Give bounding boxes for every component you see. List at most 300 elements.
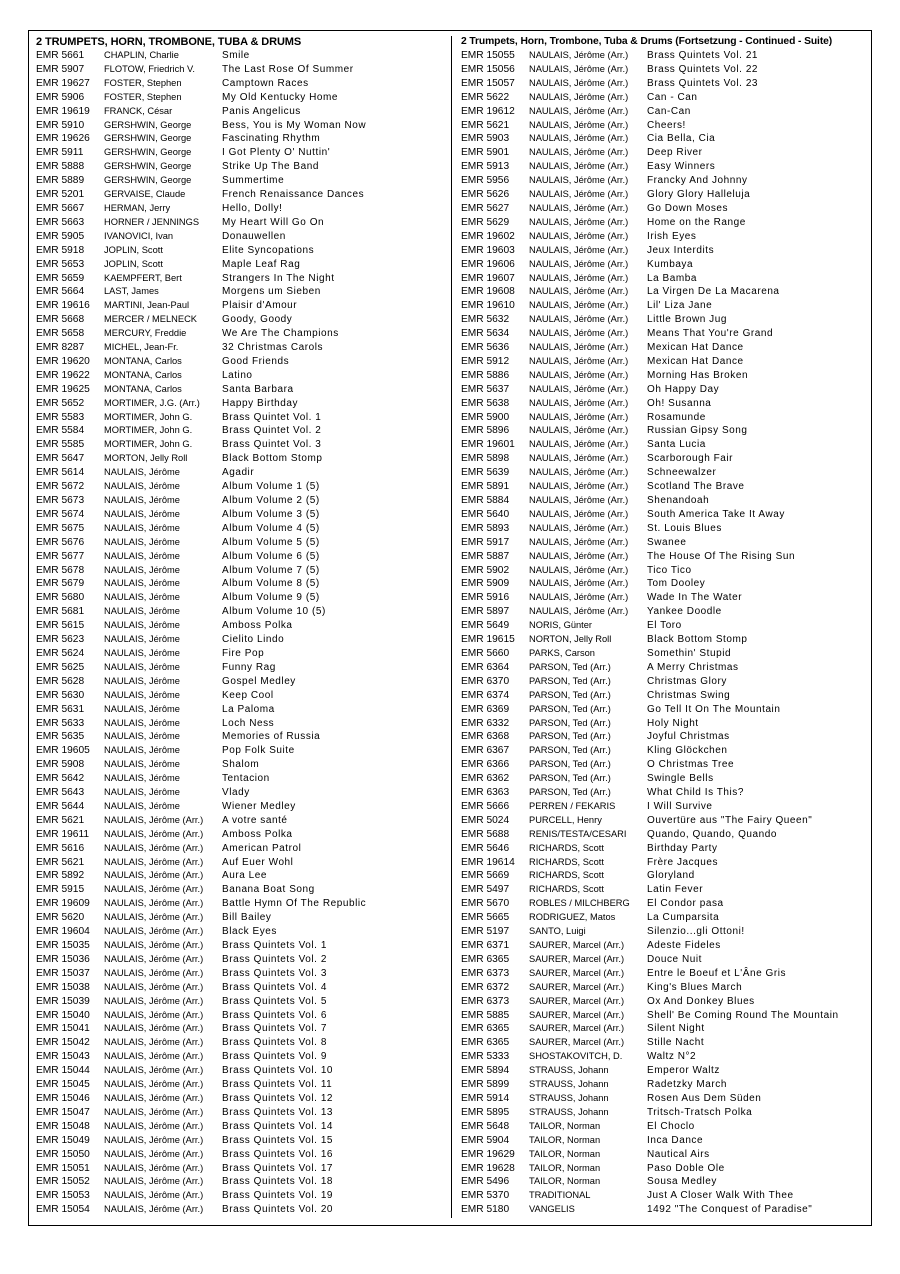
piece-title: Strangers In The Night bbox=[222, 272, 335, 284]
composer-name: PERREN / FEKARIS bbox=[529, 800, 616, 811]
catalog-row bbox=[461, 744, 869, 758]
composer-name: NAULAIS, Jérôme (Arr.) bbox=[104, 1190, 204, 1201]
catalog-number: EMR 5370 bbox=[461, 1190, 510, 1202]
composer-name: PARSON, Ted (Arr.) bbox=[529, 675, 611, 686]
piece-title: A Merry Christmas bbox=[647, 661, 739, 673]
composer-name: NAULAIS, Jérôme bbox=[104, 606, 180, 617]
piece-title: Hello, Dolly! bbox=[222, 202, 283, 214]
catalog-row bbox=[461, 647, 869, 661]
catalog-number: EMR 6363 bbox=[461, 787, 510, 799]
composer-name: NAULAIS, Jérôme (Arr.) bbox=[104, 884, 204, 895]
composer-name: NAULAIS, Jérôme bbox=[104, 495, 180, 505]
catalog-number: EMR 5905 bbox=[36, 230, 85, 242]
composer-name: MORTIMER, J.G. (Arr.) bbox=[104, 397, 200, 408]
piece-title: O Christmas Tree bbox=[647, 759, 735, 771]
catalog-number: EMR 15054 bbox=[36, 1204, 90, 1216]
catalog-number: EMR 5893 bbox=[461, 522, 510, 534]
composer-name: NAULAIS, Jérôme (Arr.) bbox=[529, 397, 629, 408]
catalog-row bbox=[36, 216, 446, 230]
catalog-number: EMR 5886 bbox=[461, 369, 510, 381]
catalog-number: EMR 5649 bbox=[461, 620, 510, 632]
catalog-row bbox=[36, 1134, 446, 1148]
piece-title: Little Brown Jug bbox=[647, 314, 727, 326]
piece-title: I Will Survive bbox=[647, 800, 713, 812]
catalog-row bbox=[461, 258, 869, 272]
catalog-number: EMR 6365 bbox=[461, 953, 510, 965]
catalog-row bbox=[36, 744, 446, 758]
piece-title: Happy Birthday bbox=[222, 397, 299, 409]
catalog-row bbox=[36, 591, 446, 605]
piece-title: What Child Is This? bbox=[647, 787, 744, 799]
piece-title: Wiener Medley bbox=[222, 800, 296, 812]
catalog-row bbox=[36, 772, 446, 786]
composer-name: NAULAIS, Jérôme bbox=[104, 592, 180, 603]
piece-title: El Condor pasa bbox=[647, 898, 724, 910]
catalog-number: EMR 5658 bbox=[36, 328, 85, 340]
catalog-number: EMR 5894 bbox=[461, 1065, 510, 1077]
composer-name: NAULAIS, Jérôme (Arr.) bbox=[104, 1106, 204, 1117]
catalog-row bbox=[461, 1162, 869, 1176]
catalog-number: EMR 5625 bbox=[36, 661, 85, 673]
composer-name: PARSON, Ted (Arr.) bbox=[529, 759, 611, 770]
piece-title: Brass Quintets Vol. 16 bbox=[222, 1148, 334, 1160]
catalog-number: EMR 5907 bbox=[36, 63, 85, 75]
catalog-row bbox=[36, 77, 446, 91]
catalog-number: EMR 5679 bbox=[36, 578, 85, 590]
catalog-row bbox=[36, 939, 446, 953]
composer-name: NAULAIS, Jérôme (Arr.) bbox=[104, 1023, 204, 1034]
catalog-number: EMR 5672 bbox=[36, 481, 85, 493]
piece-title: Latin Fever bbox=[647, 884, 704, 896]
composer-name: MERCER / MELNECK bbox=[104, 314, 197, 325]
composer-name: PARSON, Ted (Arr.) bbox=[529, 773, 611, 784]
piece-title: Tritsch-Tratsch Polka bbox=[647, 1106, 753, 1118]
piece-title: Brass Quintets Vol. 20 bbox=[222, 1204, 334, 1216]
left-column bbox=[36, 35, 446, 1217]
piece-title: Good Friends bbox=[222, 355, 290, 367]
catalog-row bbox=[36, 814, 446, 828]
catalog-number: EMR 15038 bbox=[36, 981, 90, 993]
catalog-number: EMR 5688 bbox=[461, 828, 510, 840]
piece-title: Somethin' Stupid bbox=[647, 647, 732, 659]
catalog-number: EMR 15036 bbox=[36, 953, 90, 965]
catalog-row bbox=[36, 383, 446, 397]
composer-name: NAULAIS, Jérôme bbox=[104, 578, 180, 589]
composer-name: RICHARDS, Scott bbox=[529, 856, 604, 867]
piece-title: Brass Quintets Vol. 5 bbox=[222, 995, 327, 1007]
catalog-number: EMR 5648 bbox=[461, 1120, 510, 1132]
composer-name: TAILOR, Norman bbox=[529, 1148, 601, 1159]
piece-title: Morgens um Sieben bbox=[222, 286, 321, 298]
composer-name: SAURER, Marcel (Arr.) bbox=[529, 1023, 625, 1034]
catalog-number: EMR 5614 bbox=[36, 467, 85, 479]
catalog-row bbox=[36, 1175, 446, 1189]
catalog-row bbox=[36, 244, 446, 258]
catalog-row bbox=[36, 146, 446, 160]
catalog-row bbox=[461, 522, 869, 536]
catalog-number: EMR 5902 bbox=[461, 564, 510, 576]
catalog-number: EMR 5916 bbox=[461, 592, 510, 604]
catalog-number: EMR 19606 bbox=[461, 258, 515, 270]
composer-name: NAULAIS, Jérôme (Arr.) bbox=[529, 314, 629, 325]
catalog-row bbox=[461, 1120, 869, 1134]
piece-title: Wade In The Water bbox=[647, 592, 743, 604]
catalog-number: EMR 5888 bbox=[36, 161, 85, 173]
piece-title: Rosamunde bbox=[647, 411, 706, 423]
composer-name: PARSON, Ted (Arr.) bbox=[529, 731, 611, 742]
right-column bbox=[461, 35, 869, 1217]
composer-name: SHOSTAKOVITCH, D. bbox=[529, 1051, 623, 1062]
piece-title: Joyful Christmas bbox=[647, 731, 730, 743]
piece-title: Fire Pop bbox=[222, 647, 265, 659]
catalog-number: EMR 8287 bbox=[36, 342, 85, 354]
composer-name: NAULAIS, Jérôme (Arr.) bbox=[104, 856, 204, 867]
composer-name: NAULAIS, Jérôme (Arr.) bbox=[529, 495, 629, 505]
piece-title: Battle Hymn Of The Republic bbox=[222, 898, 367, 910]
catalog-number: EMR 5642 bbox=[36, 773, 85, 785]
catalog-number: EMR 5669 bbox=[461, 870, 510, 882]
composer-name: NAULAIS, Jérôme bbox=[104, 467, 180, 478]
piece-title: Gospel Medley bbox=[222, 675, 296, 687]
composer-name: NAULAIS, Jérôme (Arr.) bbox=[529, 453, 629, 464]
catalog-number: EMR 5626 bbox=[461, 189, 510, 201]
catalog-number: EMR 5668 bbox=[36, 314, 85, 326]
catalog-number: EMR 5681 bbox=[36, 606, 85, 618]
catalog-number: EMR 5652 bbox=[36, 397, 85, 409]
catalog-number: EMR 5885 bbox=[461, 1009, 510, 1021]
catalog-number: EMR 19601 bbox=[461, 439, 515, 451]
composer-name: NAULAIS, Jérôme (Arr.) bbox=[529, 564, 629, 575]
piece-title: Francky And Johnny bbox=[647, 175, 748, 187]
catalog-row bbox=[461, 577, 869, 591]
piece-title: Latino bbox=[222, 369, 253, 381]
catalog-number: EMR 19602 bbox=[461, 230, 515, 242]
catalog-number: EMR 5910 bbox=[36, 119, 85, 131]
catalog-number: EMR 5895 bbox=[461, 1106, 510, 1118]
catalog-row bbox=[461, 1106, 869, 1120]
catalog-row bbox=[461, 995, 869, 1009]
piece-title: Cia Bella, Cia bbox=[647, 133, 716, 145]
catalog-row bbox=[36, 132, 446, 146]
catalog-number: EMR 19612 bbox=[461, 105, 515, 117]
composer-name: NAULAIS, Jérôme (Arr.) bbox=[529, 230, 629, 241]
catalog-row bbox=[36, 605, 446, 619]
composer-name: NAULAIS, Jérôme (Arr.) bbox=[104, 1204, 204, 1215]
piece-title: Brass Quintets Vol. 18 bbox=[222, 1176, 334, 1188]
composer-name: PARSON, Ted (Arr.) bbox=[529, 745, 611, 756]
catalog-row bbox=[461, 883, 869, 897]
catalog-number: EMR 15044 bbox=[36, 1065, 90, 1077]
catalog-number: EMR 15041 bbox=[36, 1023, 90, 1035]
piece-title: La Bamba bbox=[647, 272, 697, 284]
composer-name: SAURER, Marcel (Arr.) bbox=[529, 967, 625, 978]
catalog-row bbox=[36, 355, 446, 369]
catalog-row bbox=[36, 494, 446, 508]
catalog-number: EMR 5675 bbox=[36, 522, 85, 534]
catalog-row bbox=[36, 202, 446, 216]
composer-name: STRAUSS, Johann bbox=[529, 1079, 609, 1090]
catalog-row bbox=[461, 49, 869, 63]
catalog-row bbox=[461, 188, 869, 202]
catalog-number: EMR 5661 bbox=[36, 50, 85, 61]
piece-title: Album Volume 8 (5) bbox=[222, 578, 320, 590]
catalog-number: EMR 5640 bbox=[461, 508, 510, 520]
piece-title: Waltz N°2 bbox=[647, 1051, 697, 1063]
composer-name: NAULAIS, Jérôme (Arr.) bbox=[529, 467, 629, 478]
catalog-row bbox=[461, 1064, 869, 1078]
piece-title: Aura Lee bbox=[222, 870, 267, 882]
composer-name: NAULAIS, Jérôme bbox=[104, 703, 180, 714]
catalog-row bbox=[36, 397, 446, 411]
piece-title: Shell' Be Coming Round The Mountain bbox=[647, 1009, 839, 1021]
piece-title: Douce Nuit bbox=[647, 953, 702, 965]
catalog-row bbox=[36, 550, 446, 564]
composer-name: SAURER, Marcel (Arr.) bbox=[529, 1009, 625, 1020]
catalog-row bbox=[461, 174, 869, 188]
catalog-number: EMR 5623 bbox=[36, 634, 85, 646]
catalog-row bbox=[36, 1148, 446, 1162]
composer-name: NAULAIS, Jérôme bbox=[104, 481, 180, 492]
piece-title: Cheers! bbox=[647, 119, 686, 131]
catalog-number: EMR 5497 bbox=[461, 884, 510, 896]
composer-name: NAULAIS, Jérôme bbox=[104, 759, 180, 770]
composer-name: NAULAIS, Jérôme bbox=[104, 522, 180, 533]
composer-name: FOSTER, Stephen bbox=[104, 77, 182, 88]
catalog-row bbox=[461, 550, 869, 564]
catalog-row bbox=[461, 452, 869, 466]
catalog-row bbox=[36, 897, 446, 911]
catalog-number: EMR 15045 bbox=[36, 1079, 90, 1091]
composer-name: TRADITIONAL bbox=[529, 1190, 591, 1201]
catalog-number: EMR 5585 bbox=[36, 439, 85, 451]
composer-name: NAULAIS, Jérôme (Arr.) bbox=[529, 342, 629, 353]
piece-title: Fascinating Rhythm bbox=[222, 133, 321, 145]
catalog-number: EMR 19620 bbox=[36, 355, 90, 367]
piece-title: Lil' Liza Jane bbox=[647, 300, 713, 312]
composer-name: HERMAN, Jerry bbox=[104, 202, 171, 213]
catalog-number: EMR 5884 bbox=[461, 495, 510, 506]
catalog-number: EMR 5637 bbox=[461, 383, 510, 395]
catalog-row bbox=[461, 480, 869, 494]
piece-title: Amboss Polka bbox=[222, 620, 293, 632]
composer-name: NAULAIS, Jérôme bbox=[104, 536, 180, 547]
catalog-number: EMR 15035 bbox=[36, 940, 90, 951]
catalog-number: EMR 19628 bbox=[461, 1162, 515, 1174]
catalog-row bbox=[461, 925, 869, 939]
composer-name: NAULAIS, Jérôme bbox=[104, 745, 180, 756]
piece-title: Album Volume 5 (5) bbox=[222, 536, 320, 548]
composer-name: NAULAIS, Jérôme bbox=[104, 550, 180, 561]
piece-title: Scotland The Brave bbox=[647, 481, 745, 493]
piece-title: Quando, Quando, Quando bbox=[647, 828, 777, 840]
catalog-row bbox=[461, 856, 869, 870]
catalog-number: EMR 5616 bbox=[36, 842, 85, 854]
piece-title: Shalom bbox=[222, 759, 260, 771]
catalog-row bbox=[461, 911, 869, 925]
catalog-row bbox=[36, 981, 446, 995]
catalog-number: EMR 15039 bbox=[36, 995, 90, 1007]
piece-title: Brass Quintets Vol. 11 bbox=[222, 1079, 333, 1091]
catalog-number: EMR 15043 bbox=[36, 1051, 90, 1063]
piece-title: Holy Night bbox=[647, 717, 699, 729]
piece-title: Rosen Aus Dem Süden bbox=[647, 1092, 762, 1104]
piece-title: Oh Happy Day bbox=[647, 383, 720, 395]
piece-title: Funny Rag bbox=[222, 661, 276, 673]
catalog-row bbox=[36, 856, 446, 870]
catalog-row bbox=[36, 675, 446, 689]
composer-name: NAULAIS, Jérôme (Arr.) bbox=[529, 508, 629, 519]
composer-name: PARSON, Ted (Arr.) bbox=[529, 703, 611, 714]
composer-name: NAULAIS, Jérôme bbox=[104, 620, 180, 631]
composer-name: STRAUSS, Johann bbox=[529, 1106, 609, 1117]
section-heading-continued: 2 Trumpets, Horn, Trombone, Tuba & Drums (Fortsetzung - Continued - Suite) bbox=[461, 36, 833, 47]
catalog-row bbox=[461, 119, 869, 133]
catalog-number: EMR 6373 bbox=[461, 967, 510, 979]
piece-title: Tico Tico bbox=[647, 564, 692, 576]
catalog-number: EMR 5630 bbox=[36, 689, 85, 701]
piece-title: Radetzky March bbox=[647, 1079, 727, 1091]
composer-name: NAULAIS, Jérôme bbox=[104, 564, 180, 575]
piece-title: Yankee Doodle bbox=[647, 606, 722, 618]
catalog-number: EMR 19605 bbox=[36, 745, 90, 757]
composer-name: NAULAIS, Jérôme (Arr.) bbox=[104, 1051, 204, 1062]
catalog-number: EMR 5673 bbox=[36, 495, 85, 506]
composer-name: NAULAIS, Jérôme (Arr.) bbox=[529, 175, 629, 186]
composer-name: SAURER, Marcel (Arr.) bbox=[529, 1037, 625, 1048]
piece-title: Ouvertüre aus "The Fairy Queen" bbox=[647, 814, 813, 826]
catalog-number: EMR 15052 bbox=[36, 1176, 90, 1188]
piece-title: Nautical Airs bbox=[647, 1148, 710, 1160]
catalog-number: EMR 15051 bbox=[36, 1162, 90, 1174]
catalog-number: EMR 19614 bbox=[461, 856, 515, 868]
piece-title: Maple Leaf Rag bbox=[222, 258, 301, 270]
catalog-row bbox=[36, 633, 446, 647]
catalog-number: EMR 6365 bbox=[461, 1023, 510, 1035]
composer-name: TAILOR, Norman bbox=[529, 1162, 601, 1173]
catalog-number: EMR 15057 bbox=[461, 77, 515, 89]
catalog-row bbox=[36, 1120, 446, 1134]
piece-title: Brass Quintets Vol. 22 bbox=[647, 63, 759, 75]
piece-title: 1492 "The Conquest of Paradise" bbox=[647, 1204, 813, 1216]
catalog-row bbox=[461, 842, 869, 856]
composer-name: NAULAIS, Jérôme (Arr.) bbox=[104, 1092, 204, 1103]
catalog-number: EMR 6362 bbox=[461, 773, 510, 785]
catalog-list bbox=[36, 49, 446, 1217]
catalog-row bbox=[461, 689, 869, 703]
catalog-number: EMR 5646 bbox=[461, 842, 510, 854]
piece-title: Emperor Waltz bbox=[647, 1065, 720, 1077]
composer-name: NAULAIS, Jérôme (Arr.) bbox=[104, 1176, 204, 1187]
catalog-row bbox=[461, 327, 869, 341]
catalog-row bbox=[36, 188, 446, 202]
catalog-row bbox=[461, 355, 869, 369]
piece-title: Elite Syncopations bbox=[222, 244, 315, 256]
catalog-number: EMR 5634 bbox=[461, 328, 510, 340]
composer-name: NAULAIS, Jérôme (Arr.) bbox=[529, 202, 629, 213]
catalog-row bbox=[461, 132, 869, 146]
catalog-number: EMR 5666 bbox=[461, 800, 510, 812]
catalog-row bbox=[36, 800, 446, 814]
composer-name: NAULAIS, Jérôme bbox=[104, 731, 180, 742]
composer-name: ROBLES / MILCHBERG bbox=[529, 898, 630, 909]
catalog-number: EMR 5621 bbox=[36, 856, 85, 868]
piece-title: El Toro bbox=[647, 620, 682, 632]
composer-name: JOPLIN, Scott bbox=[104, 258, 163, 269]
piece-title: Jeux Interdits bbox=[647, 244, 715, 256]
piece-title: Brass Quintets Vol. 1 bbox=[222, 940, 327, 951]
catalog-row bbox=[36, 160, 446, 174]
composer-name: NAULAIS, Jérôme (Arr.) bbox=[529, 147, 629, 158]
piece-title: Black Bottom Stomp bbox=[647, 634, 748, 646]
piece-title: My Heart Will Go On bbox=[222, 216, 325, 228]
catalog-number: EMR 19607 bbox=[461, 272, 515, 284]
catalog-row bbox=[461, 77, 869, 91]
composer-name: MORTIMER, John G. bbox=[104, 425, 193, 436]
catalog-row bbox=[461, 438, 869, 452]
catalog-row bbox=[461, 591, 869, 605]
catalog-number: EMR 5906 bbox=[36, 91, 85, 103]
piece-title: Brass Quintets Vol. 2 bbox=[222, 953, 327, 965]
piece-title: Schneewalzer bbox=[647, 467, 717, 479]
catalog-row bbox=[461, 202, 869, 216]
catalog-row bbox=[36, 1050, 446, 1064]
catalog-row bbox=[36, 1092, 446, 1106]
composer-name: NAULAIS, Jérôme (Arr.) bbox=[529, 286, 629, 297]
composer-name: NAULAIS, Jérôme (Arr.) bbox=[529, 300, 629, 311]
catalog-number: EMR 5584 bbox=[36, 425, 85, 437]
catalog-number: EMR 5901 bbox=[461, 147, 510, 159]
catalog-row bbox=[36, 438, 446, 452]
composer-name: PARSON, Ted (Arr.) bbox=[529, 661, 611, 672]
catalog-row bbox=[461, 1092, 869, 1106]
catalog-number: EMR 5621 bbox=[461, 119, 510, 131]
catalog-number: EMR 6373 bbox=[461, 995, 510, 1007]
composer-name: NAULAIS, Jérôme (Arr.) bbox=[529, 606, 629, 617]
catalog-row bbox=[36, 285, 446, 299]
composer-name: NAULAIS, Jérôme bbox=[104, 675, 180, 686]
composer-name: NAULAIS, Jérôme bbox=[104, 661, 180, 672]
catalog-number: EMR 15049 bbox=[36, 1134, 90, 1146]
piece-title: Just A Closer Walk With Thee bbox=[647, 1190, 794, 1202]
catalog-row bbox=[36, 995, 446, 1009]
composer-name: NAULAIS, Jérôme (Arr.) bbox=[104, 870, 204, 881]
composer-name: NAULAIS, Jérôme (Arr.) bbox=[529, 522, 629, 533]
catalog-number: EMR 5898 bbox=[461, 453, 510, 465]
catalog-row bbox=[36, 313, 446, 327]
piece-title: Brass Quintets Vol. 23 bbox=[647, 77, 759, 89]
composer-name: RENIS/TESTA/CESARI bbox=[529, 828, 627, 839]
composer-name: NAULAIS, Jérôme bbox=[104, 773, 180, 784]
catalog-row bbox=[36, 953, 446, 967]
composer-name: NAULAIS, Jérôme (Arr.) bbox=[104, 1162, 204, 1173]
catalog-number: EMR 19627 bbox=[36, 77, 90, 89]
catalog-number: EMR 15040 bbox=[36, 1009, 90, 1021]
piece-title: Means That You're Grand bbox=[647, 328, 774, 340]
piece-title: Sousa Medley bbox=[647, 1176, 717, 1188]
catalog-number: EMR 15042 bbox=[36, 1037, 90, 1049]
catalog-number: EMR 15048 bbox=[36, 1120, 90, 1132]
composer-name: NORIS, Günter bbox=[529, 620, 593, 631]
composer-name: NAULAIS, Jérôme (Arr.) bbox=[104, 995, 204, 1006]
catalog-number: EMR 5644 bbox=[36, 800, 85, 812]
catalog-row bbox=[461, 1189, 869, 1203]
composer-name: NAULAIS, Jérôme (Arr.) bbox=[104, 1065, 204, 1076]
catalog-row bbox=[36, 49, 446, 63]
piece-title: Brass Quintets Vol. 8 bbox=[222, 1037, 327, 1049]
piece-title: Irish Eyes bbox=[647, 230, 697, 242]
piece-title: Morning Has Broken bbox=[647, 369, 749, 381]
piece-title: Cielito Lindo bbox=[222, 634, 285, 646]
